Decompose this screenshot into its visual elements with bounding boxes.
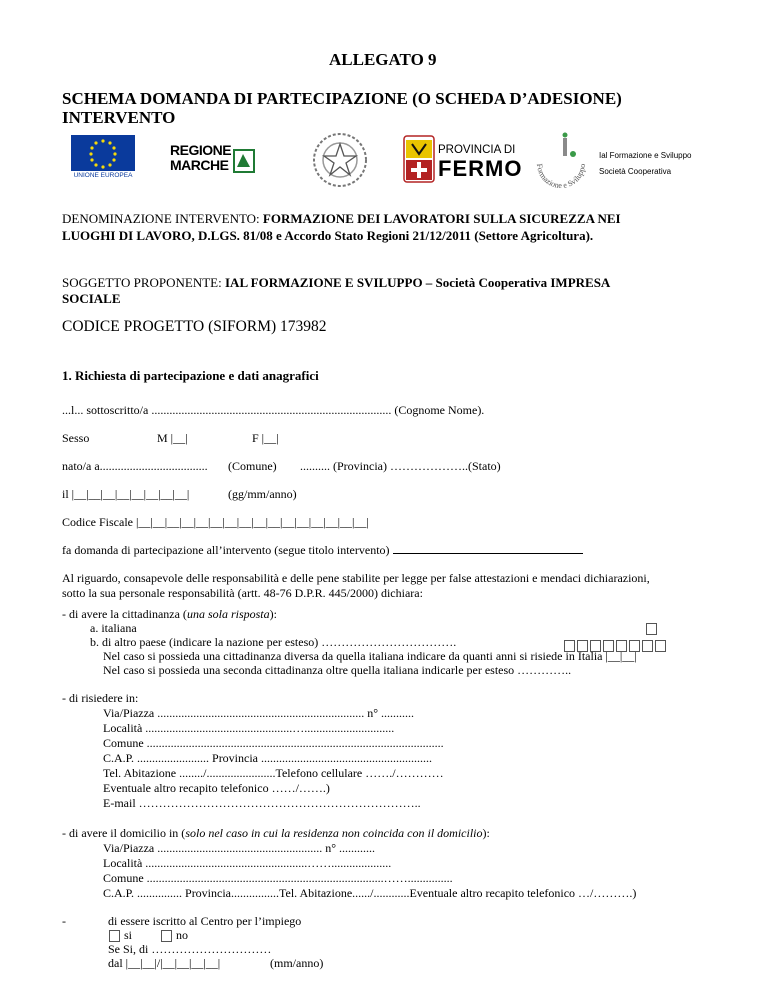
denominazione-value-2: LUOGHI DI LAVORO, D.LGS. 81/08 e Accordo Stato Regioni 21/12/2011 (Settore Agricoltura). <box>62 228 594 243</box>
domicilio-localita-field[interactable]: Località ......................................................…….................... <box>103 856 392 870</box>
ial-line1: Ial Formazione e Sviluppo <box>599 151 692 160</box>
iscritto-heading: di essere iscritto al Centro per l’impiego <box>108 914 302 928</box>
fa-domanda-text: fa domanda di partecipazione all’intervento (segue titolo intervento) <box>62 543 393 557</box>
regione-line1: REGIONE <box>170 142 232 158</box>
checkbox-no[interactable] <box>161 930 172 942</box>
soggetto-label: SOGGETTO PROPONENTE: <box>62 275 225 290</box>
ial-line2: Società Cooperativa <box>599 167 672 176</box>
cittadinanza-heading <box>62 607 277 622</box>
residenza-tel-field[interactable]: Tel. Abitazione ......../.......................Telefono cellulare ……./………… <box>103 766 444 780</box>
data-nascita-field[interactable]: il |__|__|__|__|__|__|__|__| <box>62 487 190 501</box>
regione-emblem-icon <box>233 149 255 173</box>
se-si-field[interactable]: Se Si, di ………………………… <box>108 942 272 956</box>
dal-format-label: (mm/anno) <box>270 956 324 970</box>
document-title-line2: INTERVENTO <box>62 108 176 127</box>
svg-text:Formazione e Sviluppo <box>535 163 587 190</box>
option-b-altro-paese: b. di altro paese (indicare la nazione per esteso) ……………………………. <box>90 635 457 649</box>
regione-marche-logo <box>170 143 280 183</box>
provincia-shield-icon <box>402 132 436 186</box>
denominazione-value-1: FORMAZIONE DEI LAVORATORI SULLA SICUREZZA NEI <box>262 211 621 226</box>
comune-label: (Comune) <box>228 459 277 473</box>
sesso-f-field[interactable]: F |__| <box>252 431 279 445</box>
domicilio-head: - di avere il domicilio in ( <box>62 826 186 840</box>
section1-heading: 1. Richiesta di partecipazione e dati anagrafici <box>62 368 319 383</box>
regione-line2: MARCHE <box>170 157 229 173</box>
residenza-comune-field[interactable]: Comune ................................................................................................... <box>103 736 444 750</box>
residenza-altro-tel-field[interactable]: Eventuale altro recapito telefonico ……/…….) <box>103 781 330 795</box>
char-box[interactable] <box>642 640 653 652</box>
iscritto-no-option[interactable] <box>160 928 188 943</box>
dal-field[interactable]: dal |__|__|/|__|__|__|__| <box>108 956 221 970</box>
republic-star-icon <box>310 130 370 190</box>
denominazione-label: DENOMINAZIONE INTERVENTO: <box>62 211 263 226</box>
sesso-label: Sesso <box>62 431 90 445</box>
note-seconda-cittadinanza: Nel caso si possieda una seconda cittadinanza oltre quella italiana indicarle per esteso ………….. <box>103 663 572 677</box>
residenza-email-field[interactable]: E-mail …………………………………………………………….. <box>103 796 421 810</box>
risiedere-heading: - di risiedere in: <box>62 691 139 705</box>
residenza-localita-field[interactable]: Località .................................................….............................. <box>103 721 395 735</box>
domicilio-heading <box>62 826 490 841</box>
domicilio-comune-field[interactable]: Comune ...............................................................................……............... <box>103 871 453 885</box>
titolo-intervento-field[interactable] <box>393 542 583 554</box>
iscritto-si-label: si <box>124 928 133 942</box>
soggetto-value-1: IAL FORMAZIONE E SVILUPPO – Società Cooperativa IMPRESA <box>225 275 611 290</box>
provincia-fermo-logo <box>402 132 523 188</box>
provincia-line2: FERMO <box>438 156 523 181</box>
al-riguardo-line1: Al riguardo, consapevole delle responsabilità e delle pene stabilite per legge per false attestazioni e mendaci dichiarazioni, <box>62 571 650 585</box>
eu-label: UNIONE EUROPEA <box>73 172 133 179</box>
cittadinanza-head: - di avere la cittadinanza ( <box>62 607 187 621</box>
ial-ring-icon <box>525 130 597 192</box>
fa-domanda-line <box>62 542 583 558</box>
option-a-italiana: a. italiana <box>90 621 137 635</box>
iscritto-dash: - <box>62 914 66 928</box>
soggetto-line1 <box>62 275 610 291</box>
cittadinanza-note: una sola risposta <box>186 607 270 621</box>
iscritto-no-label: no <box>176 928 188 942</box>
denominazione-line1 <box>62 211 621 227</box>
codice-fiscale-field[interactable]: Codice Fiscale |__|__|__|__|__|__|__|__|__|__|__|__|__|__|__|__| <box>62 515 369 529</box>
ial-ring-logo <box>525 130 597 192</box>
codice-progetto: CODICE PROGETTO (SIFORM) 173982 <box>62 318 327 335</box>
note-anni-italia: Nel caso si possieda una cittadinanza diversa da quella italiana indicare da quanti anni si risiede in Italia |__|__| <box>103 649 637 663</box>
residenza-cap-field[interactable]: C.A.P. ........................ Provincia ......................................................... <box>103 751 433 765</box>
iscritto-si-option[interactable] <box>108 928 132 943</box>
checkbox-si[interactable] <box>109 930 120 942</box>
checkbox-italiana[interactable] <box>646 623 657 635</box>
char-box[interactable] <box>655 640 666 652</box>
al-riguardo-line2: sotto la sua personale responsabilità (artt. 48-76 D.P.R. 445/2000) dichiara: <box>62 586 423 600</box>
sottoscritto-line: ...l... sottoscritto/a ................................................................................ (Cognome Nome). <box>62 403 485 417</box>
sesso-m-field[interactable]: M |__| <box>157 431 188 445</box>
soggetto-value-2: SOCIALE <box>62 291 121 306</box>
domicilio-tail: ): <box>482 826 490 840</box>
cittadinanza-tail: ): <box>269 607 277 621</box>
eu-logo <box>68 133 138 183</box>
domicilio-cap-field[interactable]: C.A.P. ............... Provincia................Tel. Abitazione....../............Eventuale altro recapito telefonico …/……….) <box>103 886 637 900</box>
residenza-via-field[interactable]: Via/Piazza ..................................................................... n° ........... <box>103 706 415 720</box>
allegato-title: ALLEGATO 9 <box>329 50 437 69</box>
provincia-stato-field[interactable]: .......... (Provincia) ………………..(Stato) <box>300 459 501 473</box>
ial-ring-text: Formazione e Sviluppo <box>534 163 588 191</box>
italian-republic-emblem <box>310 130 370 190</box>
data-format-label: (gg/mm/anno) <box>228 487 297 501</box>
document-title-line1: SCHEMA DOMANDA DI PARTECIPAZIONE (O SCHEDA D’ADESIONE) <box>62 89 622 108</box>
provincia-line1: PROVINCIA DI <box>438 144 516 156</box>
nato-a-field[interactable]: nato/a a.................................... <box>62 459 208 473</box>
domicilio-via-field[interactable]: Via/Piazza ....................................................... n° ............ <box>103 841 376 855</box>
domicilio-note: solo nel caso in cui la residenza non coincida con il domicilio <box>185 826 483 840</box>
